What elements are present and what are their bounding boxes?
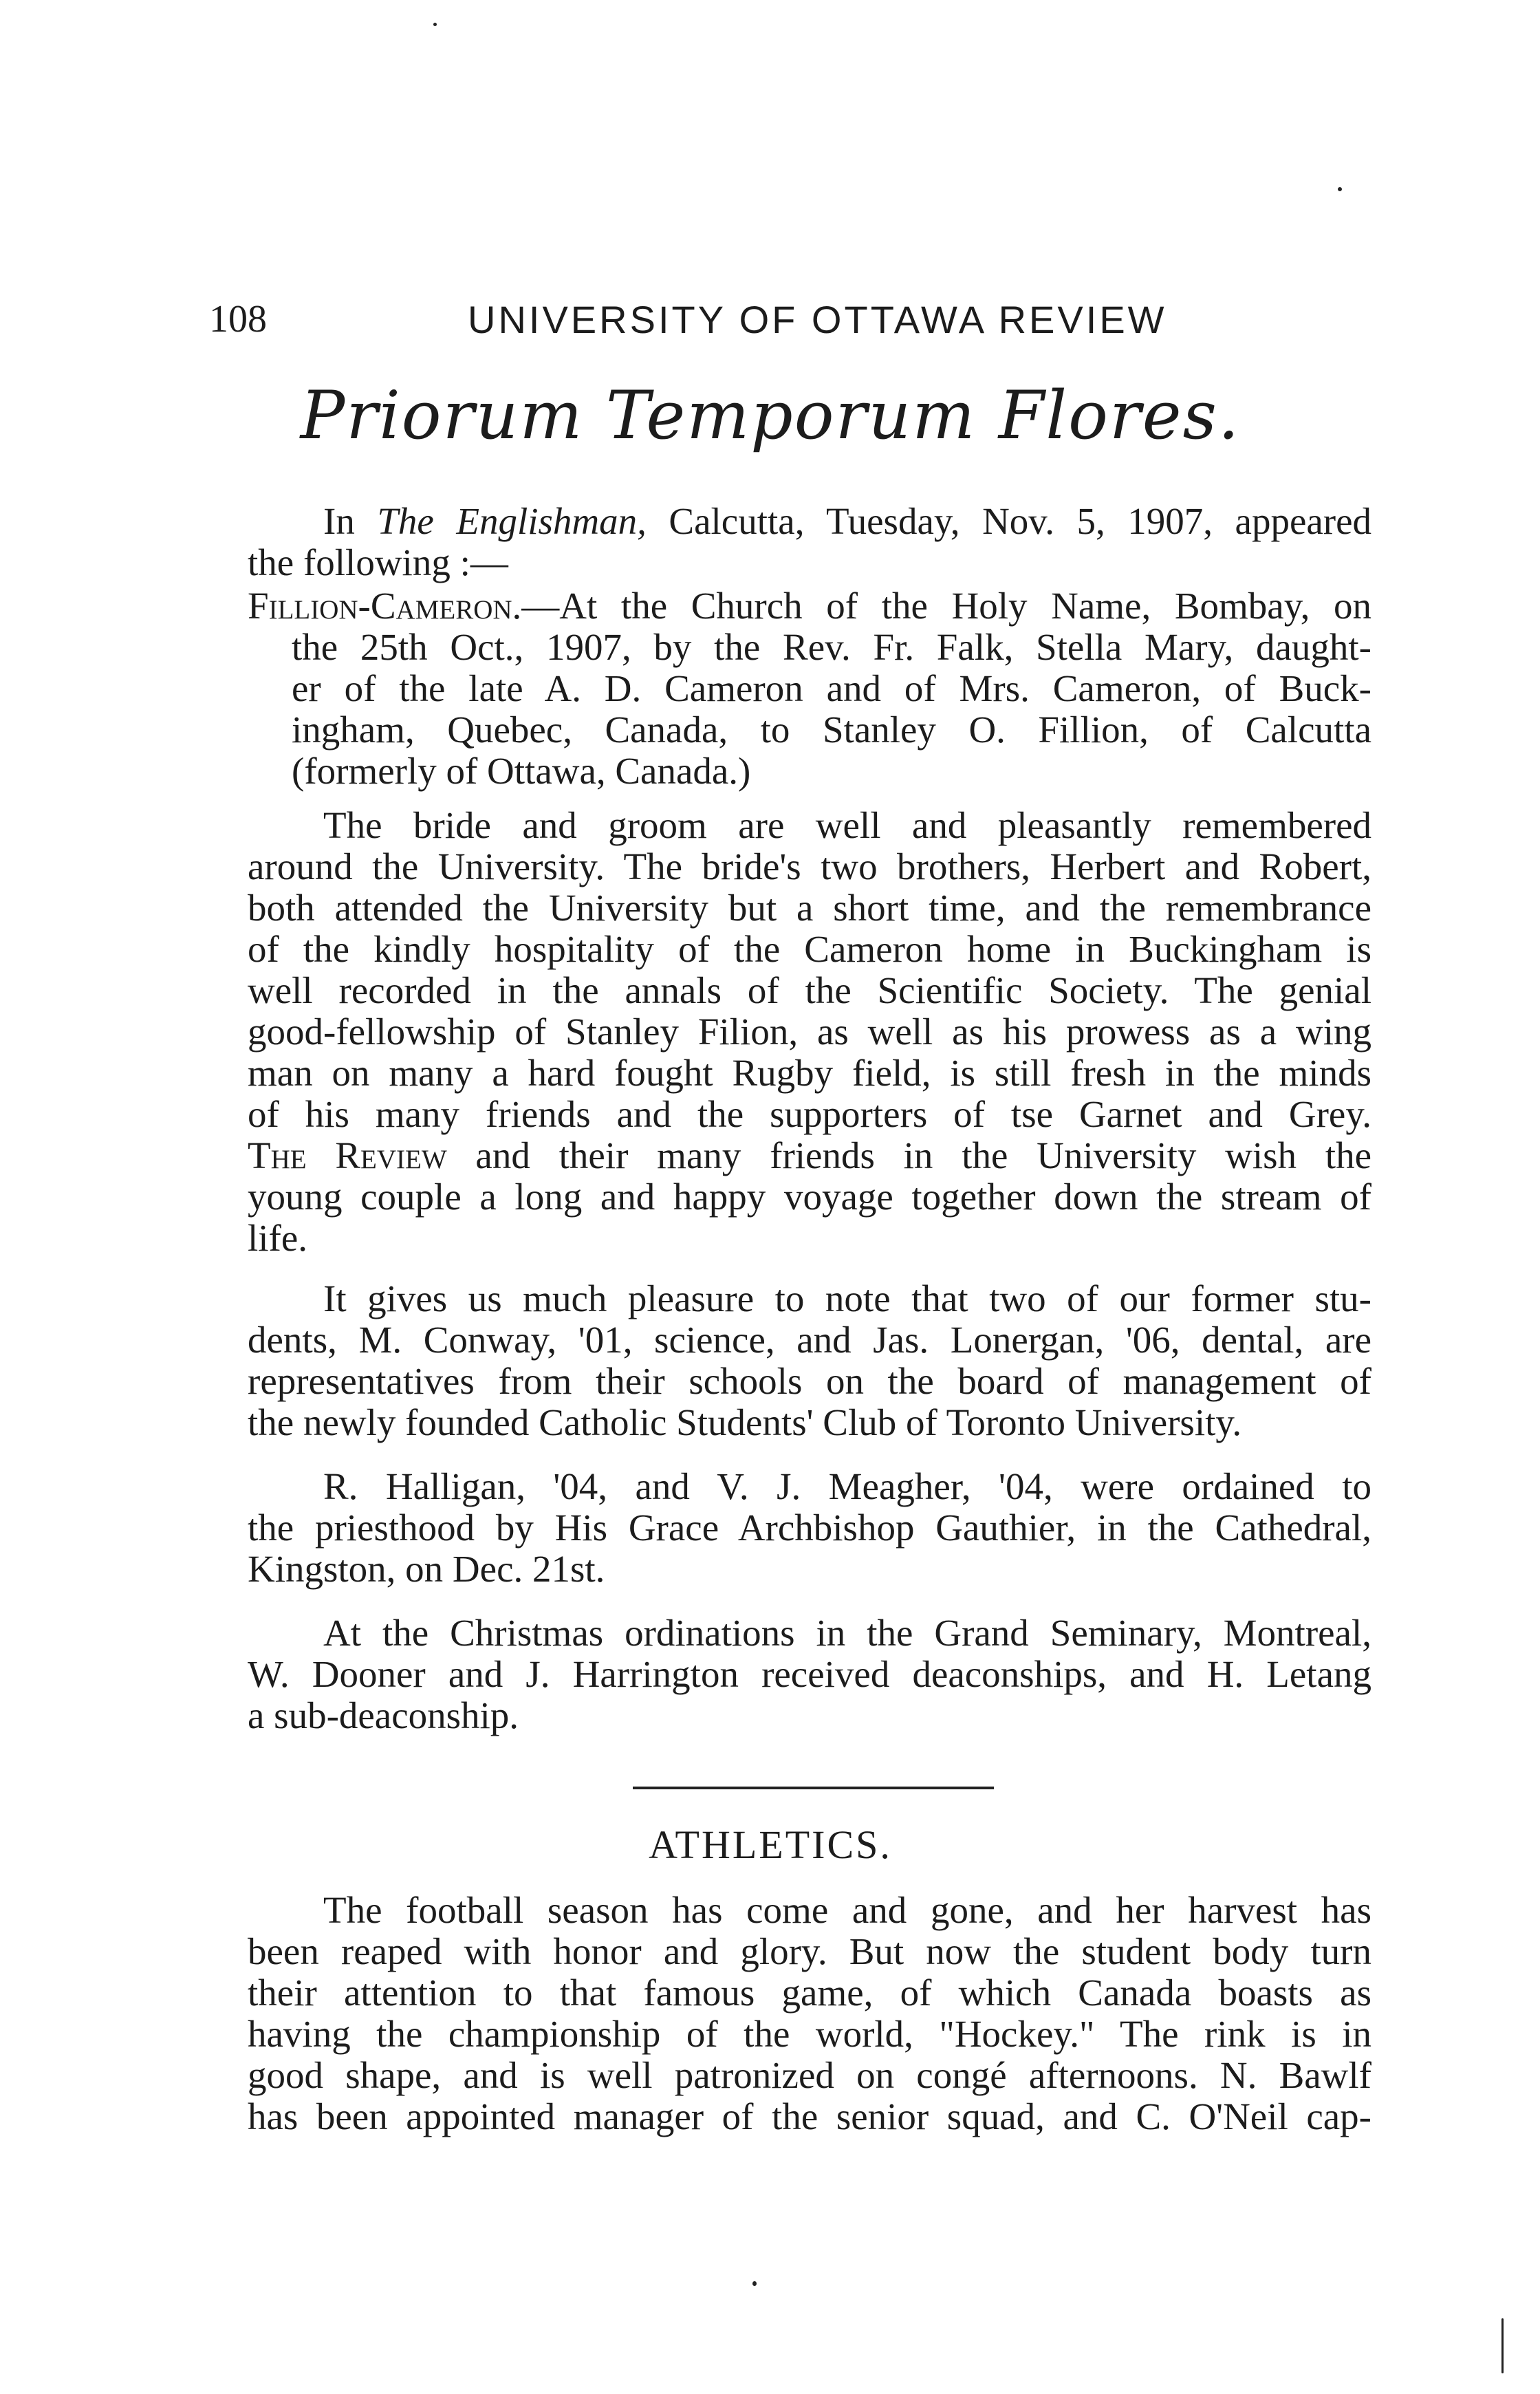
paragraph-line: representatives from their schools on the board of management of [248, 1360, 1371, 1402]
notice-line: ingham, Quebec, Canada, to Stanley O. Fillion, of Calcutta [292, 709, 1371, 751]
paragraph-line: of the kindly hospitality of the Cameron home in Buckingham is [248, 928, 1371, 970]
paragraph-line: well recorded in the annals of the Scientific Society. The genial [248, 969, 1371, 1011]
paragraph-line: of his many friends and the supporters of tse Garnet and Grey. [248, 1093, 1371, 1135]
paragraph-line: good shape, and is well patronized on congé afternoons. N. Bawlf [248, 2054, 1371, 2096]
notice-line: (formerly of Ottawa, Canada.) [292, 750, 751, 792]
paragraph-line: has been appointed manager of the senior squad, and C. O'Neil cap- [248, 2095, 1371, 2137]
scan-speck [1338, 187, 1342, 191]
notice-line: the 25th Oct., 1907, by the Rev. Fr. Falk, Stella Mary, daught- [292, 626, 1371, 668]
paragraph-line: been reaped with honor and glory. But now the student body turn [248, 1930, 1371, 1972]
athletics-heading: ATHLETICS. [649, 1822, 892, 1867]
scan-speck [433, 23, 437, 26]
paragraph-line: It gives us much pleasure to note that two of our former stu- [323, 1277, 1371, 1319]
page-number: 108 [209, 298, 267, 341]
paragraph-line: the newly founded Catholic Students' Club of Toronto University. [248, 1401, 1242, 1443]
scan-speck [1501, 2318, 1504, 2373]
running-head: UNIVERSITY OF OTTAWA REVIEW [468, 298, 1167, 341]
intro-line: In The Englishman, Calcutta, Tuesday, Nov. 5, 1907, appeared [323, 500, 1371, 542]
paragraph-line: their attention to that famous game, of which Canada boasts as [248, 1972, 1371, 2014]
notice-line: Fillion-Cameron.—At the Church of the Holy Name, Bombay, on [248, 585, 1371, 627]
section-title: Priorum Temporum Flores. [300, 377, 1241, 454]
newspaper-title: The Englishman, [377, 500, 647, 542]
intro-line: the following :— [248, 541, 508, 583]
paragraph-line: At the Christmas ordinations in the Grand Seminary, Montreal, [323, 1612, 1371, 1654]
paragraph-line: The Review and their many friends in the University wish the [248, 1134, 1371, 1176]
paragraph-line: around the University. The bride's two brothers, Herbert and Robert, [248, 845, 1371, 887]
paragraph-line: W. Dooner and J. Harrington received deaconships, and H. Letang [248, 1653, 1371, 1695]
paragraph-line: good-fellowship of Stanley Filion, as well as his prowess as a wing [248, 1011, 1371, 1053]
paragraph-line: life. [248, 1217, 308, 1259]
scan-speck [752, 2281, 757, 2286]
paragraph-line: having the championship of the world, "Hockey." The rink is in [248, 2013, 1371, 2055]
paragraph-line: R. Halligan, '04, and V. J. Meagher, '04, were ordained to [323, 1465, 1371, 1507]
paragraph-line: The bride and groom are well and pleasantly remembered [323, 804, 1371, 846]
paragraph-line: The football season has come and gone, and her harvest has [323, 1889, 1371, 1931]
paragraph-line: dents, M. Conway, '01, science, and Jas. Lonergan, '06, dental, are [248, 1319, 1371, 1361]
paragraph-line: young couple a long and happy voyage together down the stream of [248, 1176, 1371, 1218]
paragraph-line: a sub-deaconship. [248, 1694, 519, 1736]
paragraph-line: man on many a hard fought Rugby field, is still fresh in the minds [248, 1052, 1371, 1094]
notice-line: er of the late A. D. Cameron and of Mrs. Cameron, of Buck- [292, 667, 1371, 709]
notice-names: Fillion-Cameron. [248, 585, 522, 627]
section-divider [633, 1787, 994, 1789]
paragraph-line: Kingston, on Dec. 21st. [248, 1548, 605, 1590]
review-name: The Review [248, 1134, 447, 1176]
paragraph-line: the priesthood by His Grace Archbishop Gauthier, in the Cathedral, [248, 1507, 1371, 1549]
paragraph-line: both attended the University but a short time, and the remembrance [248, 887, 1371, 929]
